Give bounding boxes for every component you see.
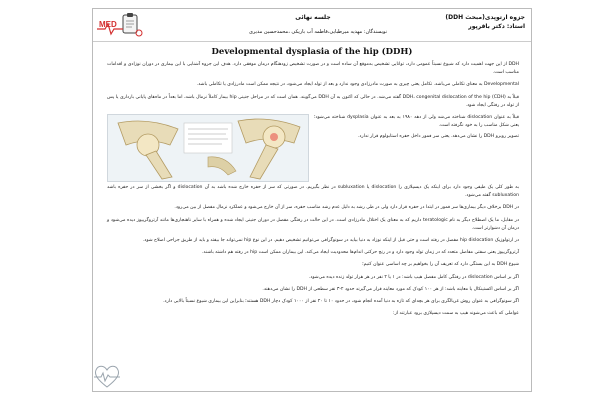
paragraph: اگر بر اساس dislocation در رفتگی کامل مفصل هیپ باشد: در ۱ یا ۲ نفر در هر هزار تولد زنده دیده می‌شود. [308, 274, 519, 280]
figure-caption-text [314, 114, 519, 145]
paragraph: عواملی که باعث می‌شوند هیپ به سمت دیسپلازی برود عبارتند از: [393, 311, 519, 317]
ecg-heart-icon [92, 362, 122, 390]
figure-block [107, 114, 519, 180]
paragraph: در DDH برخلاف دیگر بیماری‌ها سر فمور در ابتدا در حفره قرار دارد ولی در طی رشد به دلیل عدم رشد مناسب حفره، سر از آن خارج می‌شود و عملکرد نرمال مفصل از بین می‌رود. [174, 205, 519, 211]
instructor-name: استاد: دکتر باقرپور [468, 23, 525, 30]
document-title: Developmental dysplasia of the hip (DDH) [211, 47, 413, 57]
paragraph: قبلاً به عنوان dislocation شناخته می‌شد ولی از دهه ۱۹۸۰ به بعد به عنوان dysplasia شناخته می‌شود؛ یعنی شکل مناسب را به خود نگرفته است. [314, 115, 519, 129]
course-title: جزوه ارتوپدی(مبحث DDH) [445, 14, 525, 21]
paragraph: قبلاً به DDH، congenital dislocation of the hip (CDH) گفته می‌شد. در حالی که اکنون به آن DDH می‌گویند. همان است که در مراحل جنینی hip بیمار کاملاً نرمال باشد، اما بعداً در ماه‌های پایانی بارداری یا پس از تولد در رفتگی ایجاد شود. [107, 94, 519, 108]
paragraph: Developmental به معنای تکاملی می‌باشد. تکامل یعنی چیزی به صورت مادرزادی وجود ندارد و بعد از تولد ایجاد می‌شود، در نتیجه ممکن است مادرزادی یا تکاملی باشد. [196, 82, 519, 88]
paragraph: اگر سونوگرافی به عنوان روش غربالگری برای هر بچه‌ای که تازه به دنیا آمده انجام شود، در حدود ۱۰ تا ۲۰ نفر از ۱۰۰۰ کودک دچار DDH هستند؛ بنابراین این بیماری شیوع نسبتاً بالایی دارد. [163, 299, 519, 305]
page-header [93, 9, 531, 42]
paragraph: به طور کلی یک طیفی وجود دارد برای اینکه یک دیسپلازی را dislocation یا subluxation در نظر بگیریم. در صورتی که سر از حفره خارج شده باشد به آن dislocation و اگر بخشی از سر در حفره باشد subluxation گفته می‌شود. [107, 185, 519, 199]
paragraph: در ارتولوزیک hip dislocation مفصل در رفته است و حتی قبل از اینکه نوزاد به دنیا بیاید در سونوگرافی می‌توانیم تشخیص دهیم. در این نوع hip نمی‌تواند جا بیفتد و باید از طریق جراحی اصلاح شود. [142, 238, 519, 244]
document-body [107, 61, 519, 322]
session-label: جلسه نهائی [295, 14, 331, 21]
paragraph: اگر بر اساس اکستینکال یا معاینه باشد: از هر ۱۰۰ کودک که مورد معاینه قرار می‌گیرند حدود ۲-۳ نفر سطحی از DDH را نشان می‌دهند. [262, 286, 519, 292]
paragraph: شیوع DDH به این بستگی دارد که تعریف آن را بخواهیم بر چه اساسی عنوان کنیم؛ [362, 262, 519, 268]
authors-line: نویسندگان: مهدیه میرطبایی،فاطمه آب باریکی ،محمدحسین مدیری [248, 29, 388, 35]
paragraph: DDH از این جهت اهمیت دارد که شیوع نسبتاً عمومی دارد، توانایی تشخیص به‌موقع آن ساده است و در صورت تشخیص زودهنگام درمان موفقی دارد. هدف این جزوه آشنایی با این بیماری در دوران نوزادی و اقدامات مناسب است. [107, 62, 519, 76]
paragraph: تصویر روبرو DDH را نشان می‌دهد. یعنی سر فمور داخل حفره استابولوم قرار ندارد. [357, 134, 519, 140]
svg-text:MED: MED [99, 20, 117, 29]
document-page [92, 8, 532, 392]
hip-dysplasia-illustration-icon [107, 114, 309, 182]
med-logo-icon [97, 13, 143, 39]
paragraph: آرتروگریپوز یعنی سفتی مفاصل متعدد که در زمان تولد وجود دارد و در رنج حرکتی اندام‌ها محدودیت ایجاد می‌کند. این بیماران ممکن است hip در رفته هم داشته باشند. [201, 250, 519, 256]
paragraph: در مقابل، ما یک اصطلاح دیگر به نام teratologic داریم که به معنای یک اختلال مادرزادی است. در این حالت در رفتگی مفصل در دوران جنینی ایجاد شده و همراه با سایر ناهنجاری‌ها مانند آرتروگریپوز دیده می‌شود و درمان آن دشوارتر است. [107, 217, 519, 231]
